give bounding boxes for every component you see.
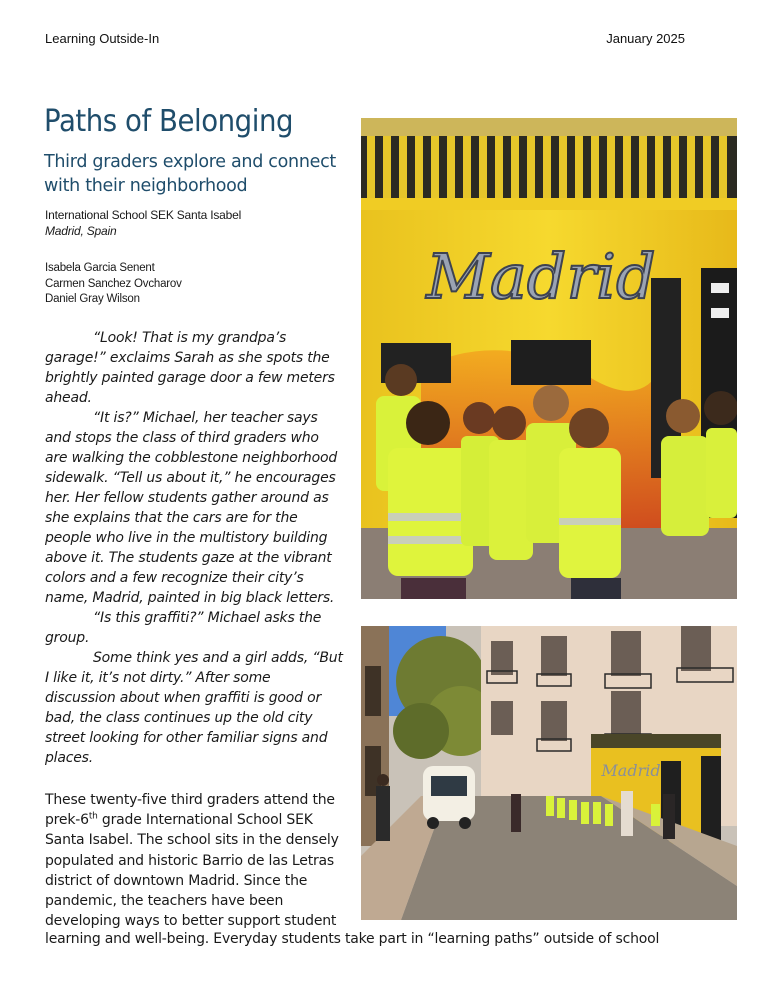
opening-story [45, 328, 345, 768]
body-paragraph-continued [45, 929, 745, 949]
issue-date: January 2025 [606, 31, 685, 46]
school-info [45, 207, 241, 239]
article-subtitle: Third graders explore and connect with their neighborhood [44, 152, 336, 196]
mural-lettering: Madrid [426, 240, 656, 313]
mural-garage-photo [361, 118, 737, 599]
story-paragraph: “Look! That is my grandpa’s garage!” exclaims Sarah as she spots the brightly painted garage door a few meters ahead. [45, 330, 335, 406]
article-title: Paths of Belonging [44, 104, 294, 139]
ordinal-suffix: th [88, 811, 98, 822]
school-location: Madrid, Spain [45, 224, 117, 238]
school-name: International School SEK Santa Isabel [45, 208, 242, 222]
body-text: grade International School SEK Santa Isabel. The school sits in the densely populated and historic Barrio de las Letras district of downtown Madrid. Since the pandemic, the teachers have been developing ways to better support student [45, 812, 339, 930]
author-name: Isabela Garcia Senent [45, 262, 155, 274]
story-paragraph: “Is this graffiti?” Michael asks the group. [45, 610, 322, 646]
body-text: learning and well-being. Everyday students take part in “learning paths” outside of school [45, 931, 660, 947]
body-text: These twenty-five third graders attend the prek-6 [45, 792, 335, 829]
street-walk-photo [361, 626, 737, 920]
body-paragraph [45, 790, 345, 931]
author-name: Daniel Gray Wilson [45, 293, 140, 305]
author-list [45, 261, 182, 308]
story-paragraph: “It is?” Michael, her teacher says and stops the class of third graders who are walking the cobblestone neighborhood sidewalk. “Tell us about it,” he encourages her. Her fellow students gather around as she explains that the cars are for the people who live in the multistory building above it. The students gaze at the vibrant colors and a few recognize their city’s name, Madrid, painted in big black letters. [45, 410, 338, 606]
newsletter-name: Learning Outside-In [45, 31, 160, 46]
author-name: Carmen Sanchez Ovcharov [45, 277, 182, 290]
story-paragraph: Some think yes and a girl adds, “But I like it, it’s not dirty.” After some discussion about when graffiti is good or bad, the class continues up the old city street looking for other familiar signs and places. [45, 650, 343, 766]
mural-lettering-small: Madrid [601, 761, 661, 780]
